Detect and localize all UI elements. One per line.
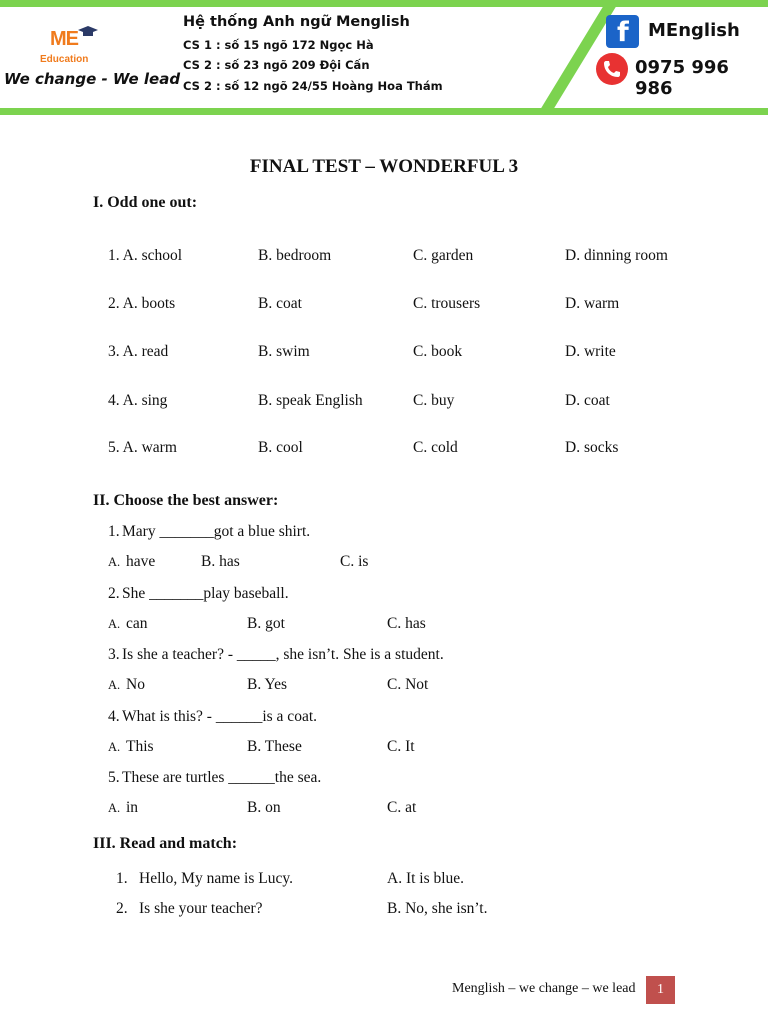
question-number: 2. — [108, 585, 120, 602]
question-number: 3. — [108, 646, 120, 663]
question-text: Mary _______got a blue shirt. — [122, 523, 311, 540]
option-c: C. Not — [387, 676, 429, 693]
graduation-cap-icon — [78, 26, 98, 40]
phone-icon — [596, 53, 628, 85]
option-b: B. These — [247, 738, 302, 755]
odd-option: C. cold — [413, 439, 458, 456]
phone-number: 0975 996 986 — [635, 57, 729, 99]
facebook-icon: f — [606, 15, 639, 48]
system-title: Hệ thống Anh ngữ Menglish — [183, 14, 410, 30]
odd-option: C. book — [413, 343, 463, 360]
odd-option: D. warm — [565, 295, 620, 312]
question-text: These are turtles ______the sea. — [122, 769, 322, 786]
match-number: 1. — [116, 870, 128, 887]
match-left: Hello, My name is Lucy. — [139, 870, 293, 887]
odd-option: D. dinning room — [565, 247, 668, 264]
option-b: B. has — [201, 553, 240, 570]
question-number: 1. — [108, 523, 120, 540]
odd-option: B. speak English — [258, 392, 363, 409]
option-a-label: A. — [108, 678, 121, 692]
logo-subtext: Education — [40, 54, 89, 65]
option-a-label: A. — [108, 801, 121, 815]
page-number: 1 — [646, 976, 675, 1004]
odd-option: D. socks — [565, 439, 619, 456]
odd-option: C. garden — [413, 247, 474, 264]
odd-option: D. coat — [565, 392, 610, 409]
match-number: 2. — [116, 900, 128, 917]
branch-2: CS 2 : số 23 ngõ 209 Đội Cấn — [183, 58, 370, 72]
option-c: C. has — [387, 615, 426, 632]
odd-option: B. cool — [258, 439, 303, 456]
odd-option: C. trousers — [413, 295, 481, 312]
option-a: in — [126, 799, 139, 816]
option-c: C. is — [340, 553, 369, 570]
branch-1: CS 1 : số 15 ngõ 172 Ngọc Hà — [183, 38, 374, 52]
option-a: have — [126, 553, 156, 570]
slogan: We change - We lead — [4, 70, 181, 88]
match-right: B. No, she isn’t. — [387, 900, 488, 917]
option-b: B. on — [247, 799, 281, 816]
option-c: C. at — [387, 799, 417, 816]
footer-text: Menglish – we change – we lead — [452, 981, 636, 996]
option-a-label: A. — [108, 617, 121, 631]
header-top-bar — [0, 0, 768, 7]
odd-option: 2. A. boots — [108, 295, 176, 312]
odd-option: B. bedroom — [258, 247, 332, 264]
odd-option: 4. A. sing — [108, 392, 168, 409]
branch-3: CS 2 : số 12 ngõ 24/55 Hoàng Hoa Thám — [183, 79, 443, 93]
option-a-label: A. — [108, 555, 121, 569]
option-a: This — [126, 738, 154, 755]
odd-option: 3. A. read — [108, 343, 169, 360]
option-a: can — [126, 615, 148, 632]
option-c: C. It — [387, 738, 415, 755]
odd-option: 5. A. warm — [108, 439, 177, 456]
option-b: B. got — [247, 615, 285, 632]
option-a: No — [126, 676, 145, 693]
question-number: 4. — [108, 708, 120, 725]
header-bottom-bar — [0, 108, 768, 115]
option-b: B. Yes — [247, 676, 288, 693]
odd-option: B. swim — [258, 343, 310, 360]
odd-option: 1. A. school — [108, 247, 183, 264]
question-text: Is she a teacher? - _____, she isn’t. She is a student. — [122, 646, 444, 663]
option-a-label: A. — [108, 740, 121, 754]
section-1-heading: I. Odd one out: — [93, 194, 198, 211]
odd-option: D. write — [565, 343, 616, 360]
odd-option: C. buy — [413, 392, 455, 409]
question-text: What is this? - ______is a coat. — [122, 708, 317, 725]
page-title: FINAL TEST – WONDERFUL 3 — [249, 156, 519, 177]
question-number: 5. — [108, 769, 120, 786]
section-3-heading: III. Read and match: — [93, 835, 238, 852]
odd-option: B. coat — [258, 295, 302, 312]
match-right: A. It is blue. — [387, 870, 465, 887]
match-left: Is she your teacher? — [139, 900, 263, 917]
section-2-heading: II. Choose the best answer: — [93, 492, 279, 509]
facebook-name: MEnglish — [648, 20, 740, 41]
logo-text: ME — [50, 28, 78, 50]
question-text: She _______play baseball. — [122, 585, 289, 602]
